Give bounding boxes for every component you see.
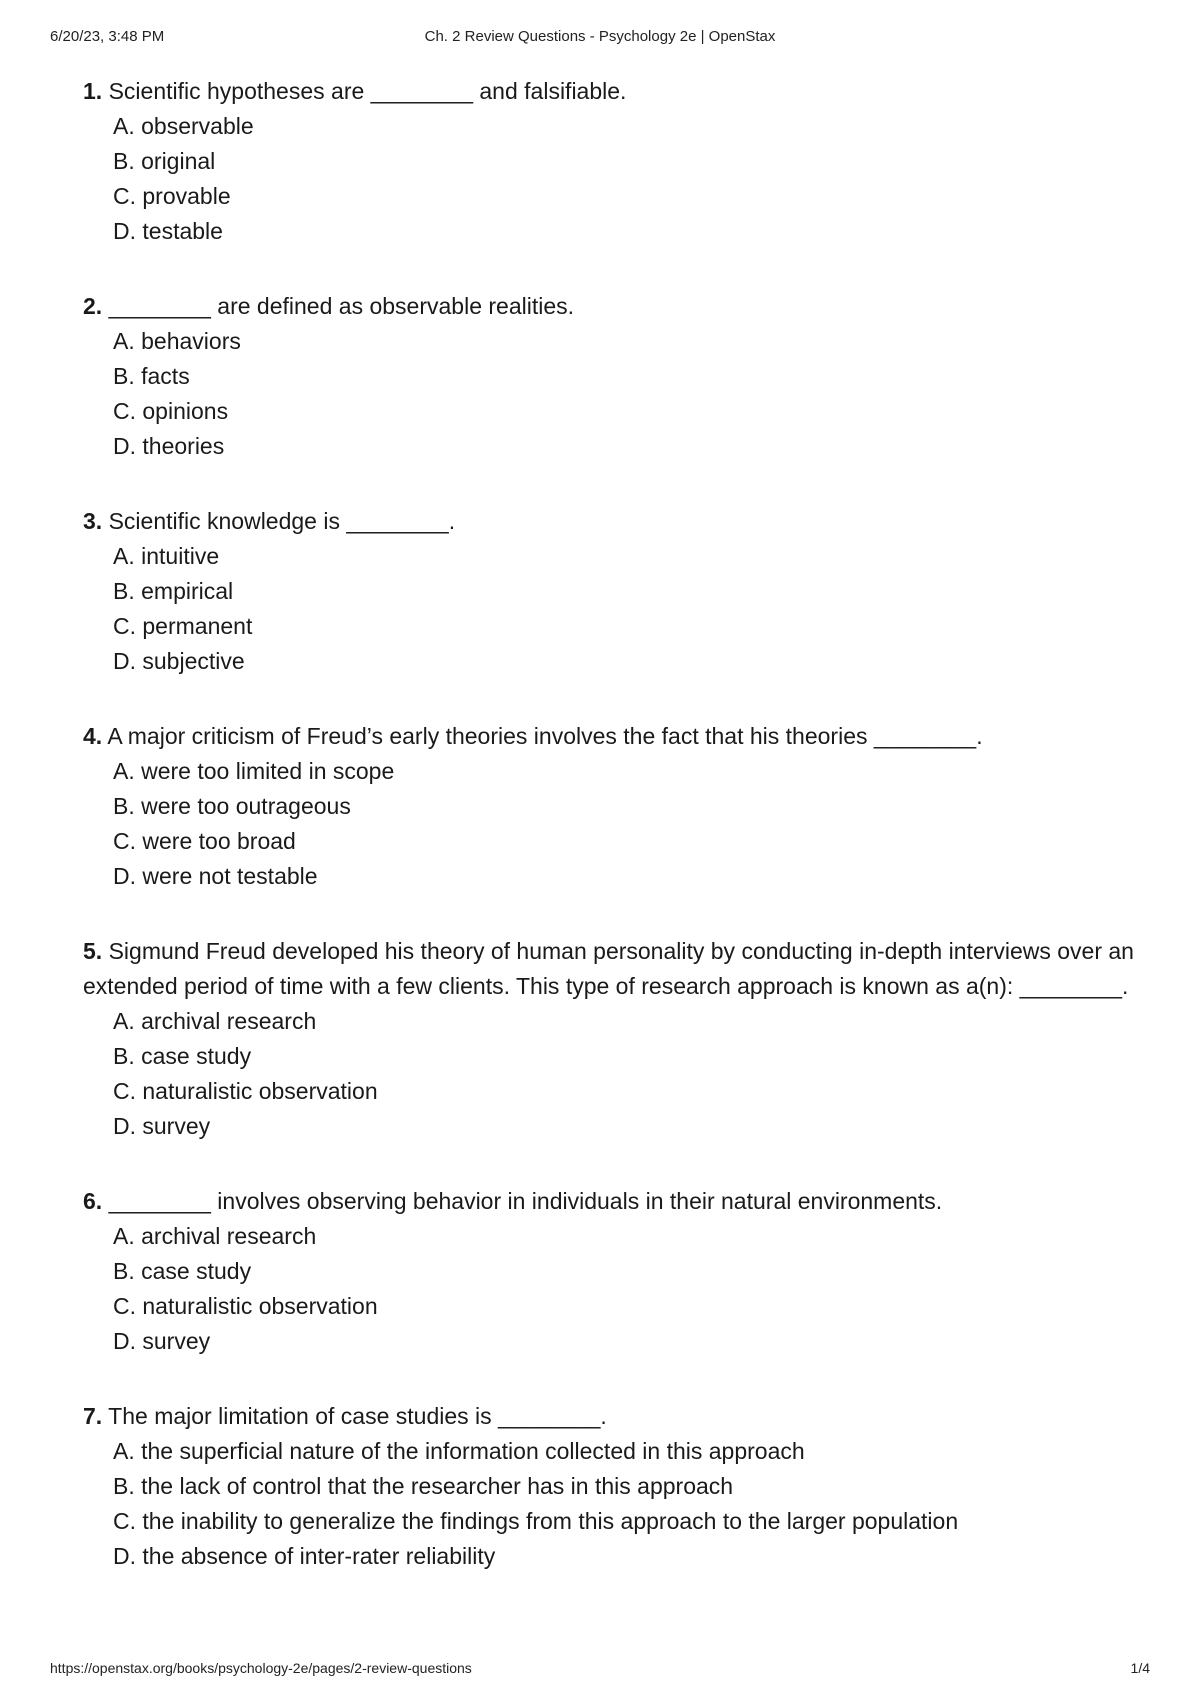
- answer-options: [83, 1004, 1143, 1144]
- answer-option: C. opinions: [113, 398, 229, 424]
- question-number: 3.: [83, 508, 103, 534]
- question-number: 6.: [83, 1188, 103, 1214]
- answer-option: C. were too broad: [113, 828, 296, 854]
- answer-option: D. the absence of inter-rater reliability: [113, 1543, 496, 1569]
- print-header: [0, 28, 1200, 50]
- question-text: [83, 1399, 1143, 1434]
- question-text: [83, 934, 1143, 1004]
- print-footer: [0, 1660, 1200, 1680]
- page-url: https://openstax.org/books/psychology-2e/pages/2-review-questions: [50, 1660, 472, 1676]
- print-date: 6/20/23, 3:48 PM: [50, 28, 165, 45]
- answer-option: C. provable: [113, 183, 231, 209]
- answer-option: B. case study: [113, 1258, 252, 1284]
- answer-option: D. theories: [113, 433, 225, 459]
- answer-option: C. naturalistic observation: [113, 1078, 378, 1104]
- question-number: 2.: [83, 293, 103, 319]
- question-7: [83, 1399, 1143, 1574]
- answer-option: A. archival research: [113, 1223, 317, 1249]
- answer-option: D. subjective: [113, 648, 245, 674]
- answer-options: [83, 539, 1143, 679]
- question-text: [83, 289, 1143, 324]
- answer-option: B. empirical: [113, 578, 234, 604]
- answer-option: B. were too outrageous: [113, 793, 351, 819]
- question-prompt: Sigmund Freud developed his theory of human personality by conducting in-depth interviews over an extended period of time with a few clients. This type of research approach is known as a(n): ________.: [83, 938, 1134, 999]
- answer-option: A. the superficial nature of the information collected in this approach: [113, 1438, 805, 1464]
- question-number: 4.: [83, 723, 103, 749]
- page-number: 1/4: [1130, 1660, 1150, 1676]
- answer-option: C. naturalistic observation: [113, 1293, 378, 1319]
- answer-option: A. were too limited in scope: [113, 758, 395, 784]
- question-number: 7.: [83, 1403, 103, 1429]
- question-1: [83, 74, 1143, 249]
- question-number: 5.: [83, 938, 103, 964]
- question-5: [83, 934, 1143, 1144]
- question-text: [83, 504, 1143, 539]
- question-text: [83, 719, 1143, 754]
- answer-option: B. case study: [113, 1043, 252, 1069]
- answer-options: [83, 1219, 1143, 1359]
- question-3: [83, 504, 1143, 679]
- question-prompt: The major limitation of case studies is ________.: [108, 1403, 607, 1429]
- answer-option: D. survey: [113, 1328, 211, 1354]
- answer-options: [83, 109, 1143, 249]
- answer-option: A. intuitive: [113, 543, 220, 569]
- document-title: Ch. 2 Review Questions - Psychology 2e | OpenStax: [424, 28, 776, 45]
- answer-option: A. archival research: [113, 1008, 317, 1034]
- question-number: 1.: [83, 78, 103, 104]
- question-prompt: A major criticism of Freud’s early theories involves the fact that his theories ________.: [107, 723, 983, 749]
- answer-option: B. facts: [113, 363, 190, 389]
- question-4: [83, 719, 1143, 894]
- question-text: [83, 74, 1143, 109]
- answer-options: [83, 1434, 1143, 1574]
- question-6: [83, 1184, 1143, 1359]
- answer-options: [83, 324, 1143, 464]
- answer-option: A. behaviors: [113, 328, 241, 354]
- question-2: [83, 289, 1143, 464]
- question-prompt: ________ are defined as observable realities.: [108, 293, 575, 319]
- question-text: [83, 1184, 1143, 1219]
- answer-option: A. observable: [113, 113, 254, 139]
- answer-option: C. permanent: [113, 613, 253, 639]
- question-prompt: Scientific hypotheses are ________ and falsifiable.: [108, 78, 627, 104]
- question-prompt: ________ involves observing behavior in individuals in their natural environments.: [108, 1188, 943, 1214]
- answer-option: C. the inability to generalize the findings from this approach to the larger population: [113, 1508, 959, 1534]
- answer-option: D. were not testable: [113, 863, 318, 889]
- answer-option: D. testable: [113, 218, 223, 244]
- question-prompt: Scientific knowledge is ________.: [108, 508, 456, 534]
- question-list: [83, 74, 1143, 1614]
- answer-option: B. the lack of control that the researcher has in this approach: [113, 1473, 734, 1499]
- answer-option: B. original: [113, 148, 216, 174]
- answer-option: D. survey: [113, 1113, 211, 1139]
- answer-options: [83, 754, 1143, 894]
